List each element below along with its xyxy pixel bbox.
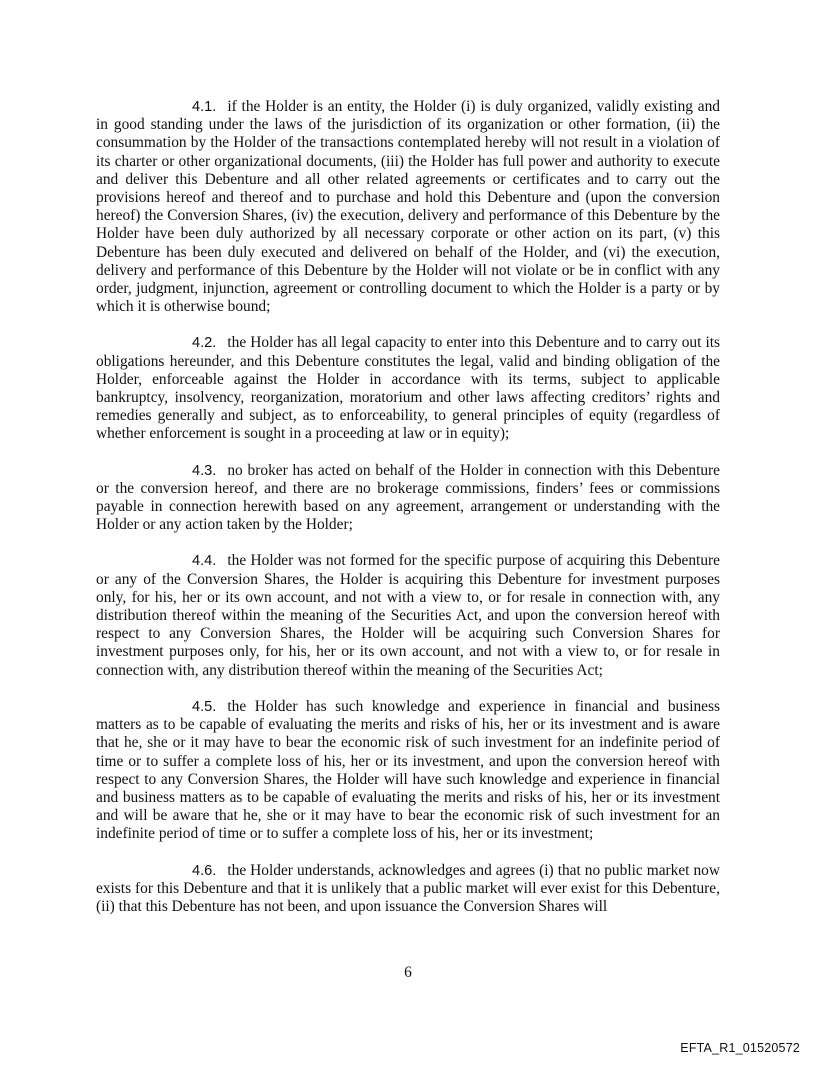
paragraph-4-1 [96, 98, 720, 316]
paragraph-4-2 [96, 334, 720, 443]
paragraph-number: 4.6. [192, 862, 217, 879]
paragraph-number: 4.2. [192, 335, 217, 352]
paragraph-text: the Holder understands, acknowledges and agrees (i) that no public market now exists for this Debenture and that it is unlikely that a public market will ever exist for this Debenture, (ii) that this Debenture has not been, and upon issuance the Conversion Shares will [96, 861, 720, 915]
paragraph-4-6 [96, 862, 720, 917]
paragraph-4-3 [96, 462, 720, 535]
paragraph-text: the Holder has all legal capacity to enter into this Debenture and to carry out its obligations hereunder, and this Debenture constitutes the legal, valid and binding obligation of the Holder, enforceable against the Holder in accordance with its terms, subject to applicable bankruptcy, insolvency, reorganization, moratorium and other laws affecting creditors’ rights and remedies generally and subject, as to enforceability, to general principles of equity (regardless of whether enforcement is sought in a proceeding at law or in equity); [96, 334, 720, 443]
paragraph-text: no broker has acted on behalf of the Holder in connection with this Debenture or the conversion hereof, and there are no brokerage commissions, finders’ fees or commissions payable in connection herewith based on any agreement, arrangement or understanding with the Holder or any action taken by the Holder; [96, 461, 720, 534]
paragraph-number: 4.3. [192, 462, 217, 479]
paragraph-number: 4.1. [192, 99, 217, 115]
paragraph-text: if the Holder is an entity, the Holder (i) is duly organized, validly existing and in good standing under the laws of the jurisdiction of its organization or other formation, (ii) the consummation by the Holder of the transactions contemplated hereby will not result in a violation of its charter or other organizational documents, (iii) the Holder has full power and authority to execute and deliver this Debenture and all other related agreements or certificates and to carry out the provisions hereof and thereof and to purchase and hold this Debenture and (upon the conversion hereof) the Conversion Shares, (iv) the execution, delivery and performance of this Debenture by the Holder have been duly authorized by all necessary corporate or other action on its part, (v) this Debenture has been duly executed and delivered on behalf of the Holder, and (vi) the execution, delivery and performance of this Debenture by the Holder will not violate or be in conflict with any order, judgment, injunction, agreement or controlling document to which the Holder is a party or by which it is otherwise bound; [96, 98, 720, 316]
paragraph-4-5 [96, 698, 720, 844]
document-id: EFTA_R1_01520572 [680, 1041, 800, 1055]
document-page [96, 98, 720, 934]
paragraph-number: 4.4. [192, 553, 217, 570]
page-number: 6 [404, 964, 412, 981]
paragraph-4-4 [96, 552, 720, 679]
paragraph-number: 4.5. [192, 698, 217, 715]
paragraph-text: the Holder has such knowledge and experience in financial and business matters as to be capable of evaluating the merits and risks of his, her or its investment and is aware that he, she or it may have to bear the economic risk of such investment for an indefinite period of time or to suffer a complete loss of his, her or its investment, and upon the conversion hereof with respect to any Conversion Shares, the Holder will have such knowledge and experience in financial and business matters as to be capable of evaluating the merits and risks of his, her or its investment and will be aware that he, she or it may have to bear the economic risk of such investment for an indefinite period of time or to suffer a complete loss of his, her or its investment; [96, 697, 720, 843]
paragraph-text: the Holder was not formed for the specific purpose of acquiring this Debenture or any of the Conversion Shares, the Holder is acquiring this Debenture for investment purposes only, for his, her or its own account, and not with a view to, or for resale in connection with, any distribution thereof within the meaning of the Securities Act, and upon the conversion hereof with respect to any Conversion Shares, the Holder will be acquiring such Conversion Shares for investment purposes only, for his, her or its own account, and not with a view to, or for resale in connection with, any distribution thereof within the meaning of the Securities Act; [96, 552, 720, 679]
